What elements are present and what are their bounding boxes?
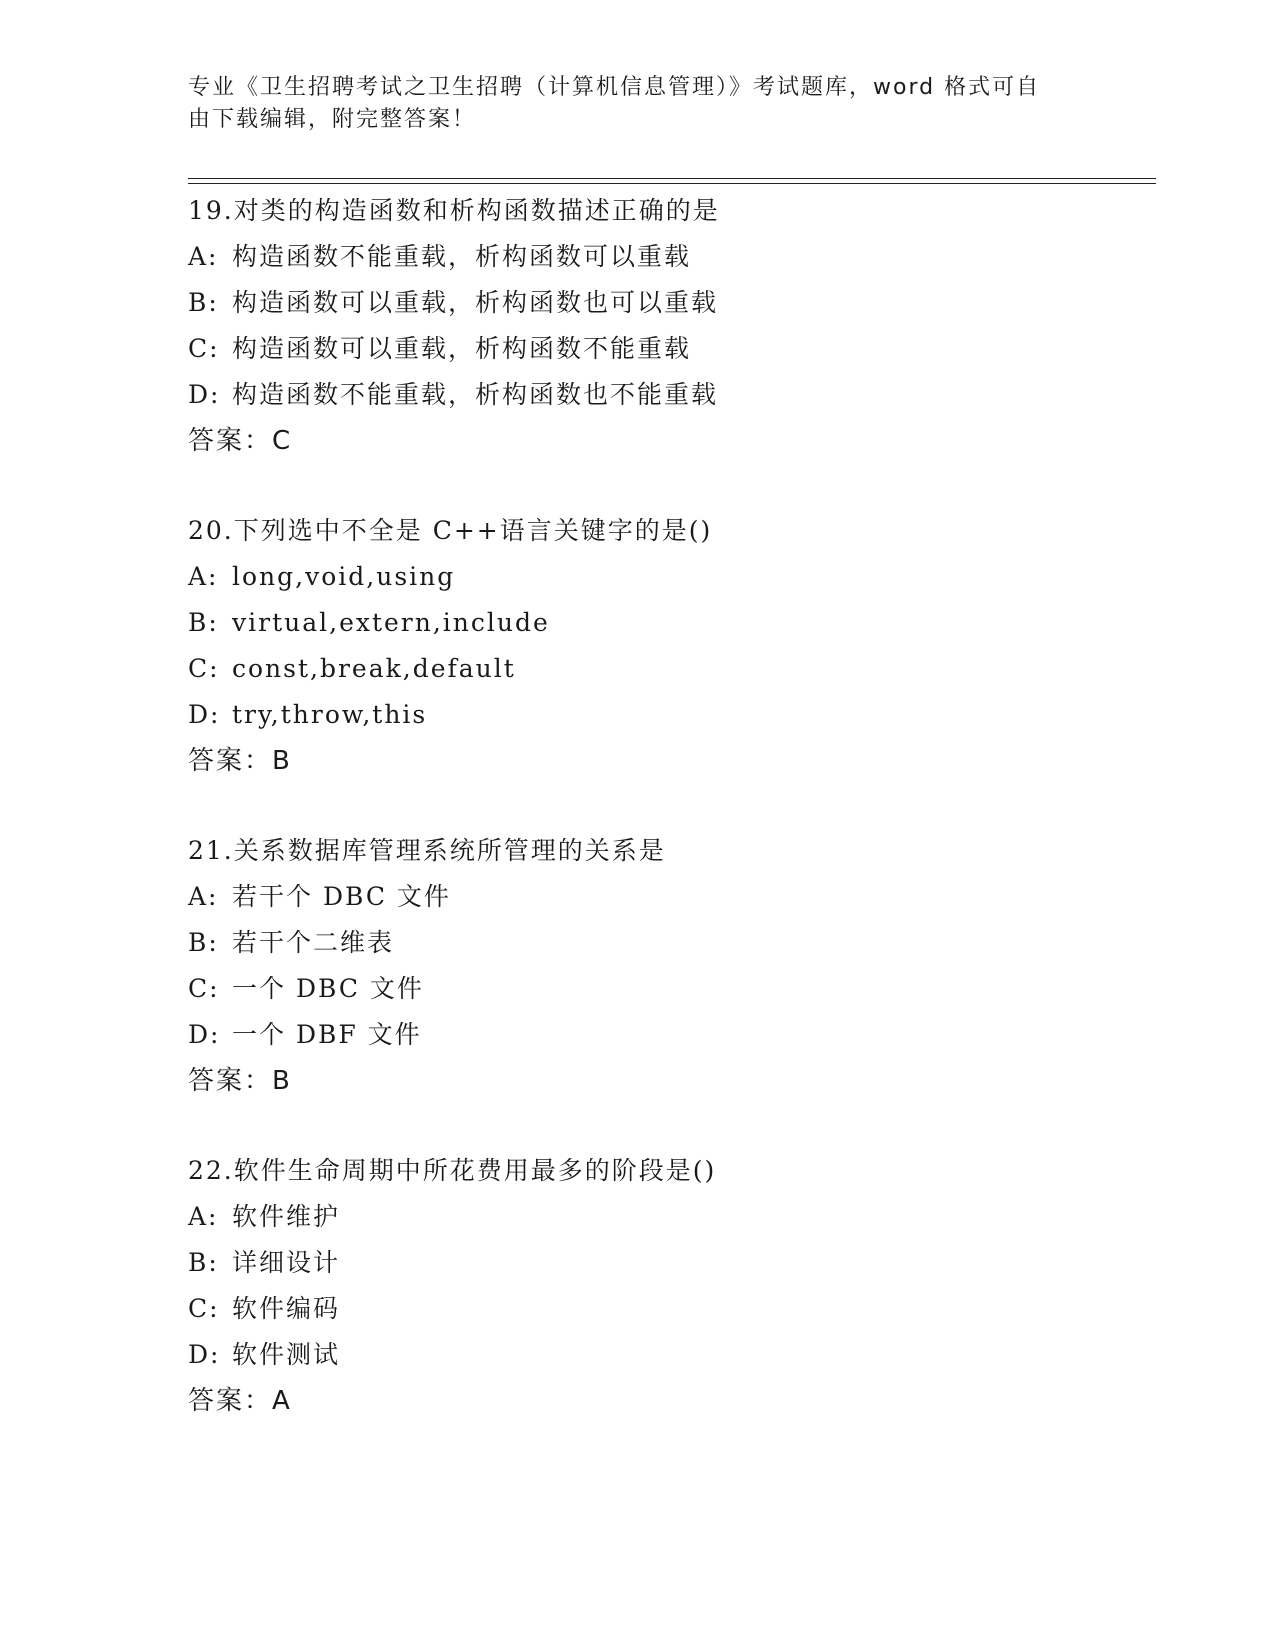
header-line-1: 专业《卫生招聘考试之卫生招聘（计算机信息管理）》考试题库，word 格式可自	[188, 75, 1041, 100]
option-key: C:	[188, 654, 220, 683]
option-c	[188, 966, 1148, 1012]
answer-line	[188, 1378, 1148, 1424]
option-key: B:	[188, 1248, 219, 1277]
option-text: 详细设计	[232, 1248, 341, 1277]
option-c	[188, 326, 1148, 372]
option-c	[188, 1286, 1148, 1332]
option-key: B:	[188, 288, 219, 317]
option-text: long,void,using	[232, 562, 456, 591]
option-text: 构造函数可以重载，析构函数不能重载	[232, 334, 692, 363]
option-key: B:	[188, 608, 219, 637]
option-d	[188, 1012, 1148, 1058]
option-d	[188, 692, 1148, 738]
answer-line	[188, 738, 1148, 784]
answer-label: 答案：	[188, 746, 273, 776]
option-a	[188, 234, 1148, 280]
question-block	[188, 188, 1148, 464]
option-text: 软件维护	[232, 1202, 341, 1231]
option-key: A:	[188, 882, 219, 911]
option-d	[188, 1332, 1148, 1378]
option-key: D:	[188, 1340, 221, 1369]
option-key: C:	[188, 974, 220, 1003]
option-text: 一个 DBC 文件	[232, 974, 424, 1003]
option-text: 若干个二维表	[232, 928, 395, 957]
answer-value: C	[272, 426, 292, 456]
header-divider-bottom	[188, 183, 1156, 184]
option-text: 软件测试	[232, 1340, 341, 1369]
option-b	[188, 600, 1148, 646]
option-text: virtual,extern,include	[232, 608, 550, 637]
question-block	[188, 1148, 1148, 1424]
question-title: 22.软件生命周期中所花费用最多的阶段是()	[188, 1156, 717, 1185]
option-a	[188, 874, 1148, 920]
answer-label: 答案：	[188, 1386, 273, 1416]
option-a	[188, 554, 1148, 600]
option-a	[188, 1194, 1148, 1240]
option-text: 一个 DBF 文件	[232, 1020, 422, 1049]
option-key: D:	[188, 700, 221, 729]
option-c	[188, 646, 1148, 692]
option-key: D:	[188, 1020, 221, 1049]
question-title: 20.下列选中不全是 C++语言关键字的是()	[188, 516, 713, 545]
option-b	[188, 1240, 1148, 1286]
answer-value: A	[272, 1386, 291, 1416]
answer-label: 答案：	[188, 426, 273, 456]
header-line-2: 由下载编辑，附完整答案！	[188, 107, 477, 132]
question-title: 21.关系数据库管理系统所管理的关系是	[188, 836, 666, 865]
option-text: 构造函数不能重载，析构函数可以重载	[232, 242, 692, 271]
option-text: try,throw,this	[232, 700, 428, 729]
option-key: A:	[188, 242, 219, 271]
answer-line	[188, 1058, 1148, 1104]
option-key: C:	[188, 334, 220, 363]
option-text: 软件编码	[232, 1294, 341, 1323]
question-block	[188, 508, 1148, 784]
answer-value: B	[272, 746, 291, 776]
answer-line	[188, 418, 1148, 464]
question-block	[188, 828, 1148, 1104]
option-key: A:	[188, 1202, 219, 1231]
option-text: 若干个 DBC 文件	[232, 882, 451, 911]
option-text: const,break,default	[232, 654, 516, 683]
option-b	[188, 920, 1148, 966]
option-b	[188, 280, 1148, 326]
answer-label: 答案：	[188, 1066, 273, 1096]
option-text: 构造函数可以重载，析构函数也可以重载	[232, 288, 719, 317]
option-key: C:	[188, 1294, 220, 1323]
question-title: 19.对类的构造函数和析构函数描述正确的是	[188, 196, 720, 225]
option-key: B:	[188, 928, 219, 957]
answer-value: B	[272, 1066, 291, 1096]
header-divider-top	[188, 178, 1156, 179]
option-d	[188, 372, 1148, 418]
document-header	[188, 72, 1068, 136]
option-key: D:	[188, 380, 221, 409]
option-key: A:	[188, 562, 219, 591]
option-text: 构造函数不能重载，析构函数也不能重载	[232, 380, 719, 409]
